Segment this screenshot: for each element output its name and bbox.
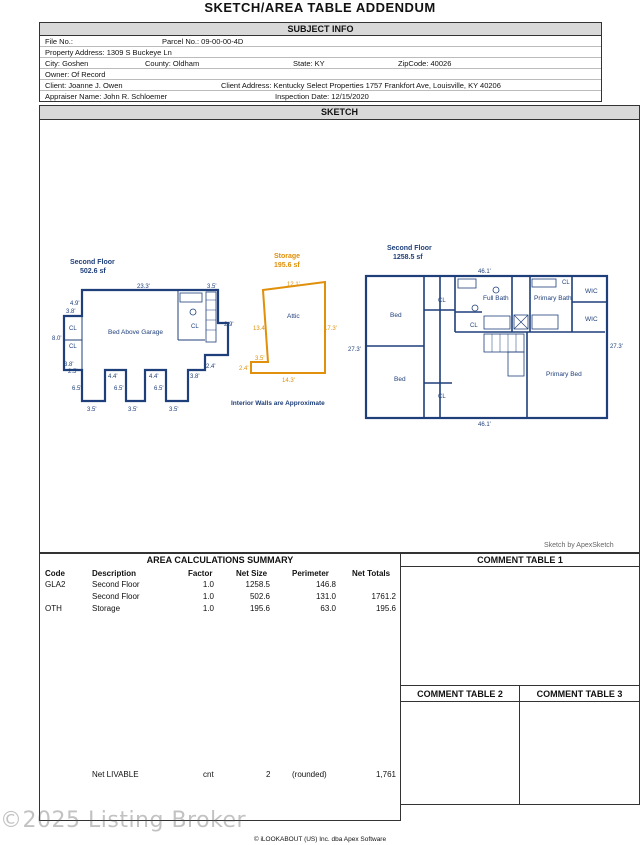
area-row-factor: 1.0 [202,592,214,601]
left-dim-3-8-c: 3.8' [190,374,200,380]
net-livable-total: 1,761 [375,770,396,779]
storage-dim-12-1: 12.1' [287,282,300,288]
parcel-no: Parcel No.: 09-00-00-4D [162,37,244,46]
left-dim-3-8-a: 3.8' [66,309,76,315]
area-row-factor: 1.0 [202,604,214,613]
right-room-cl-2: CL [438,394,446,400]
storage-dim-14-3: 14.3' [282,378,295,384]
right-room-cl-1: CL [438,298,446,304]
left-plan-cl-3: CL [191,324,199,330]
interior-walls-note: Interior Walls are Approximate [231,400,325,407]
area-row-perimeter: 146.8 [315,580,336,589]
zip-code: ZipCode: 40026 [398,59,452,68]
area-row-net-total: 195.6 [375,604,396,613]
sketch-header: SKETCH [40,106,639,120]
left-plan-toilet [190,309,196,315]
area-row-perimeter: 63.0 [320,604,336,613]
left-dim-6-5-b: 6.5' [114,386,124,392]
left-dim-8-0: 8.0' [52,336,62,342]
storage-dim-13-4: 13.4' [253,326,266,332]
comment-table-3 [519,685,640,805]
right-room-bed-2: Bed [394,376,406,383]
right-room-full-bath: Full Bath [483,295,509,302]
right-floor-plan [348,245,623,428]
area-row-net-size: 502.6 [249,592,270,601]
right-plan-area: 1258.5 sf [393,254,423,261]
city: City: Goshen [45,59,89,68]
appraiser-name: Appraiser Name: John R. Schloemer [45,92,168,101]
left-dim-4-9: 4.9' [70,301,80,307]
storage-dim-17-3: 17.3' [324,326,337,332]
storage-plan [239,253,337,384]
area-row-description: Second Floor [92,592,140,601]
area-row-code: OTH [45,604,62,613]
storage-title: Storage [274,253,301,260]
net-livable-rounded: (rounded) [292,770,327,779]
storage-area: 195.6 sf [274,262,300,269]
left-dim-23-3: 23.3' [137,284,150,290]
area-row-description: Storage [92,604,121,613]
left-dim-6-5-c: 6.5' [154,386,164,392]
client: Client: Joanne J. Owen [45,81,123,90]
listing-broker-watermark: ©2025 Listing Broker [0,808,247,833]
state: State: KY [293,59,325,68]
left-plan-room: Bed Above Garage [108,329,163,336]
sketch-credit: Sketch by ApexSketch [544,542,614,549]
area-row-factor: 1.0 [202,580,214,589]
area-calc-section [39,553,401,821]
net-livable-label: Net LIVABLE [92,770,139,779]
right-room-wic-2: WIC [585,316,598,323]
right-room-cl-3: CL [470,323,478,329]
left-dim-3-5-b: 3.5' [128,407,138,413]
left-dim-2-4: 2.4' [206,364,216,370]
comment-table-1-header: COMMENT TABLE 1 [401,554,639,567]
right-plan-title: Second Floor [387,245,432,252]
left-floor-plan [52,259,234,413]
left-dim-3-8-b: 3.8' [64,362,74,368]
area-row-perimeter: 131.0 [315,592,336,601]
right-dim-top: 46.1' [478,269,491,275]
col-description: Description [92,569,137,578]
property-address: Property Address: 1309 S Buckeye Ln [45,48,172,57]
right-room-bed-1: Bed [390,312,402,319]
storage-dim-3-5: 3.5' [255,356,265,362]
area-calc-header: AREA CALCULATIONS SUMMARY [40,554,400,567]
comment-table-2-header: COMMENT TABLE 2 [401,686,519,702]
col-factor: Factor [188,569,213,578]
net-livable-cnt: cnt [203,770,214,779]
net-livable-count: 2 [266,770,271,779]
right-dim-right: 27.3' [610,344,623,350]
storage-dim-2-4: 2.4' [239,366,249,372]
col-net-totals: Net Totals [352,569,391,578]
left-dim-3-5-c: 3.5' [169,407,179,413]
col-perimeter: Perimeter [292,569,329,578]
left-plan-stairs [206,292,216,342]
right-room-primary-bath-label: Primary Bath [534,295,572,302]
file-no: File No.: [45,37,73,46]
col-net-size: Net Size [236,569,268,578]
right-dim-left: 27.3' [348,347,361,353]
comment-table-2 [400,685,520,805]
right-room-cl-4: CL [562,280,570,286]
client-address: Client Address: Kentucky Select Properties 1757 Frankfort Ave, Louisville, KY 40206 [221,81,501,90]
left-dim-4-4-b: 4.4' [149,374,159,380]
left-dim-3-5-top: 3.5' [207,284,217,290]
page-title: SKETCH/AREA TABLE ADDENDUM [204,0,436,15]
area-row-net-total: 1761.2 [371,592,396,601]
right-room-primary-bed: Primary Bed [546,371,582,378]
area-row-net-size: 195.6 [249,604,270,613]
left-plan-title: Second Floor [70,259,115,266]
inspection-date: Inspection Date: 12/15/2020 [275,92,369,101]
left-plan-tub [180,293,202,302]
storage-room: Attic [287,313,300,320]
area-row-net-size: 1258.5 [245,580,270,589]
owner: Owner: Of Record [45,70,106,79]
county: County: Oldham [145,59,200,68]
col-code: Code [45,569,65,578]
left-dim-3-5-a: 3.5' [87,407,97,413]
right-room-wic-1: WIC [585,288,598,295]
right-dim-bottom: 46.1' [478,422,491,428]
left-plan-cl-2: CL [69,344,77,350]
left-plan-cl-1: CL [69,326,77,332]
area-row-code: GLA2 [45,580,66,589]
left-dim-2-5: 2.5' [68,369,78,375]
right-room-primary-bath [534,295,572,302]
left-plan-area: 502.6 sf [80,268,106,275]
subject-info-header: SUBJECT INFO [40,23,601,36]
left-dim-4-4-a: 4.4' [108,374,118,380]
area-row-description: Second Floor [92,580,140,589]
left-dim-6-5-a: 6.5' [72,386,82,392]
copyright-footer: © iLOOKABOUT (US) Inc. dba Apex Software [253,836,387,843]
comment-table-1 [400,553,640,686]
left-dim-2-9: 2.9' [224,322,234,328]
left-plan-outline [64,290,228,401]
comment-table-3-header: COMMENT TABLE 3 [520,686,639,702]
